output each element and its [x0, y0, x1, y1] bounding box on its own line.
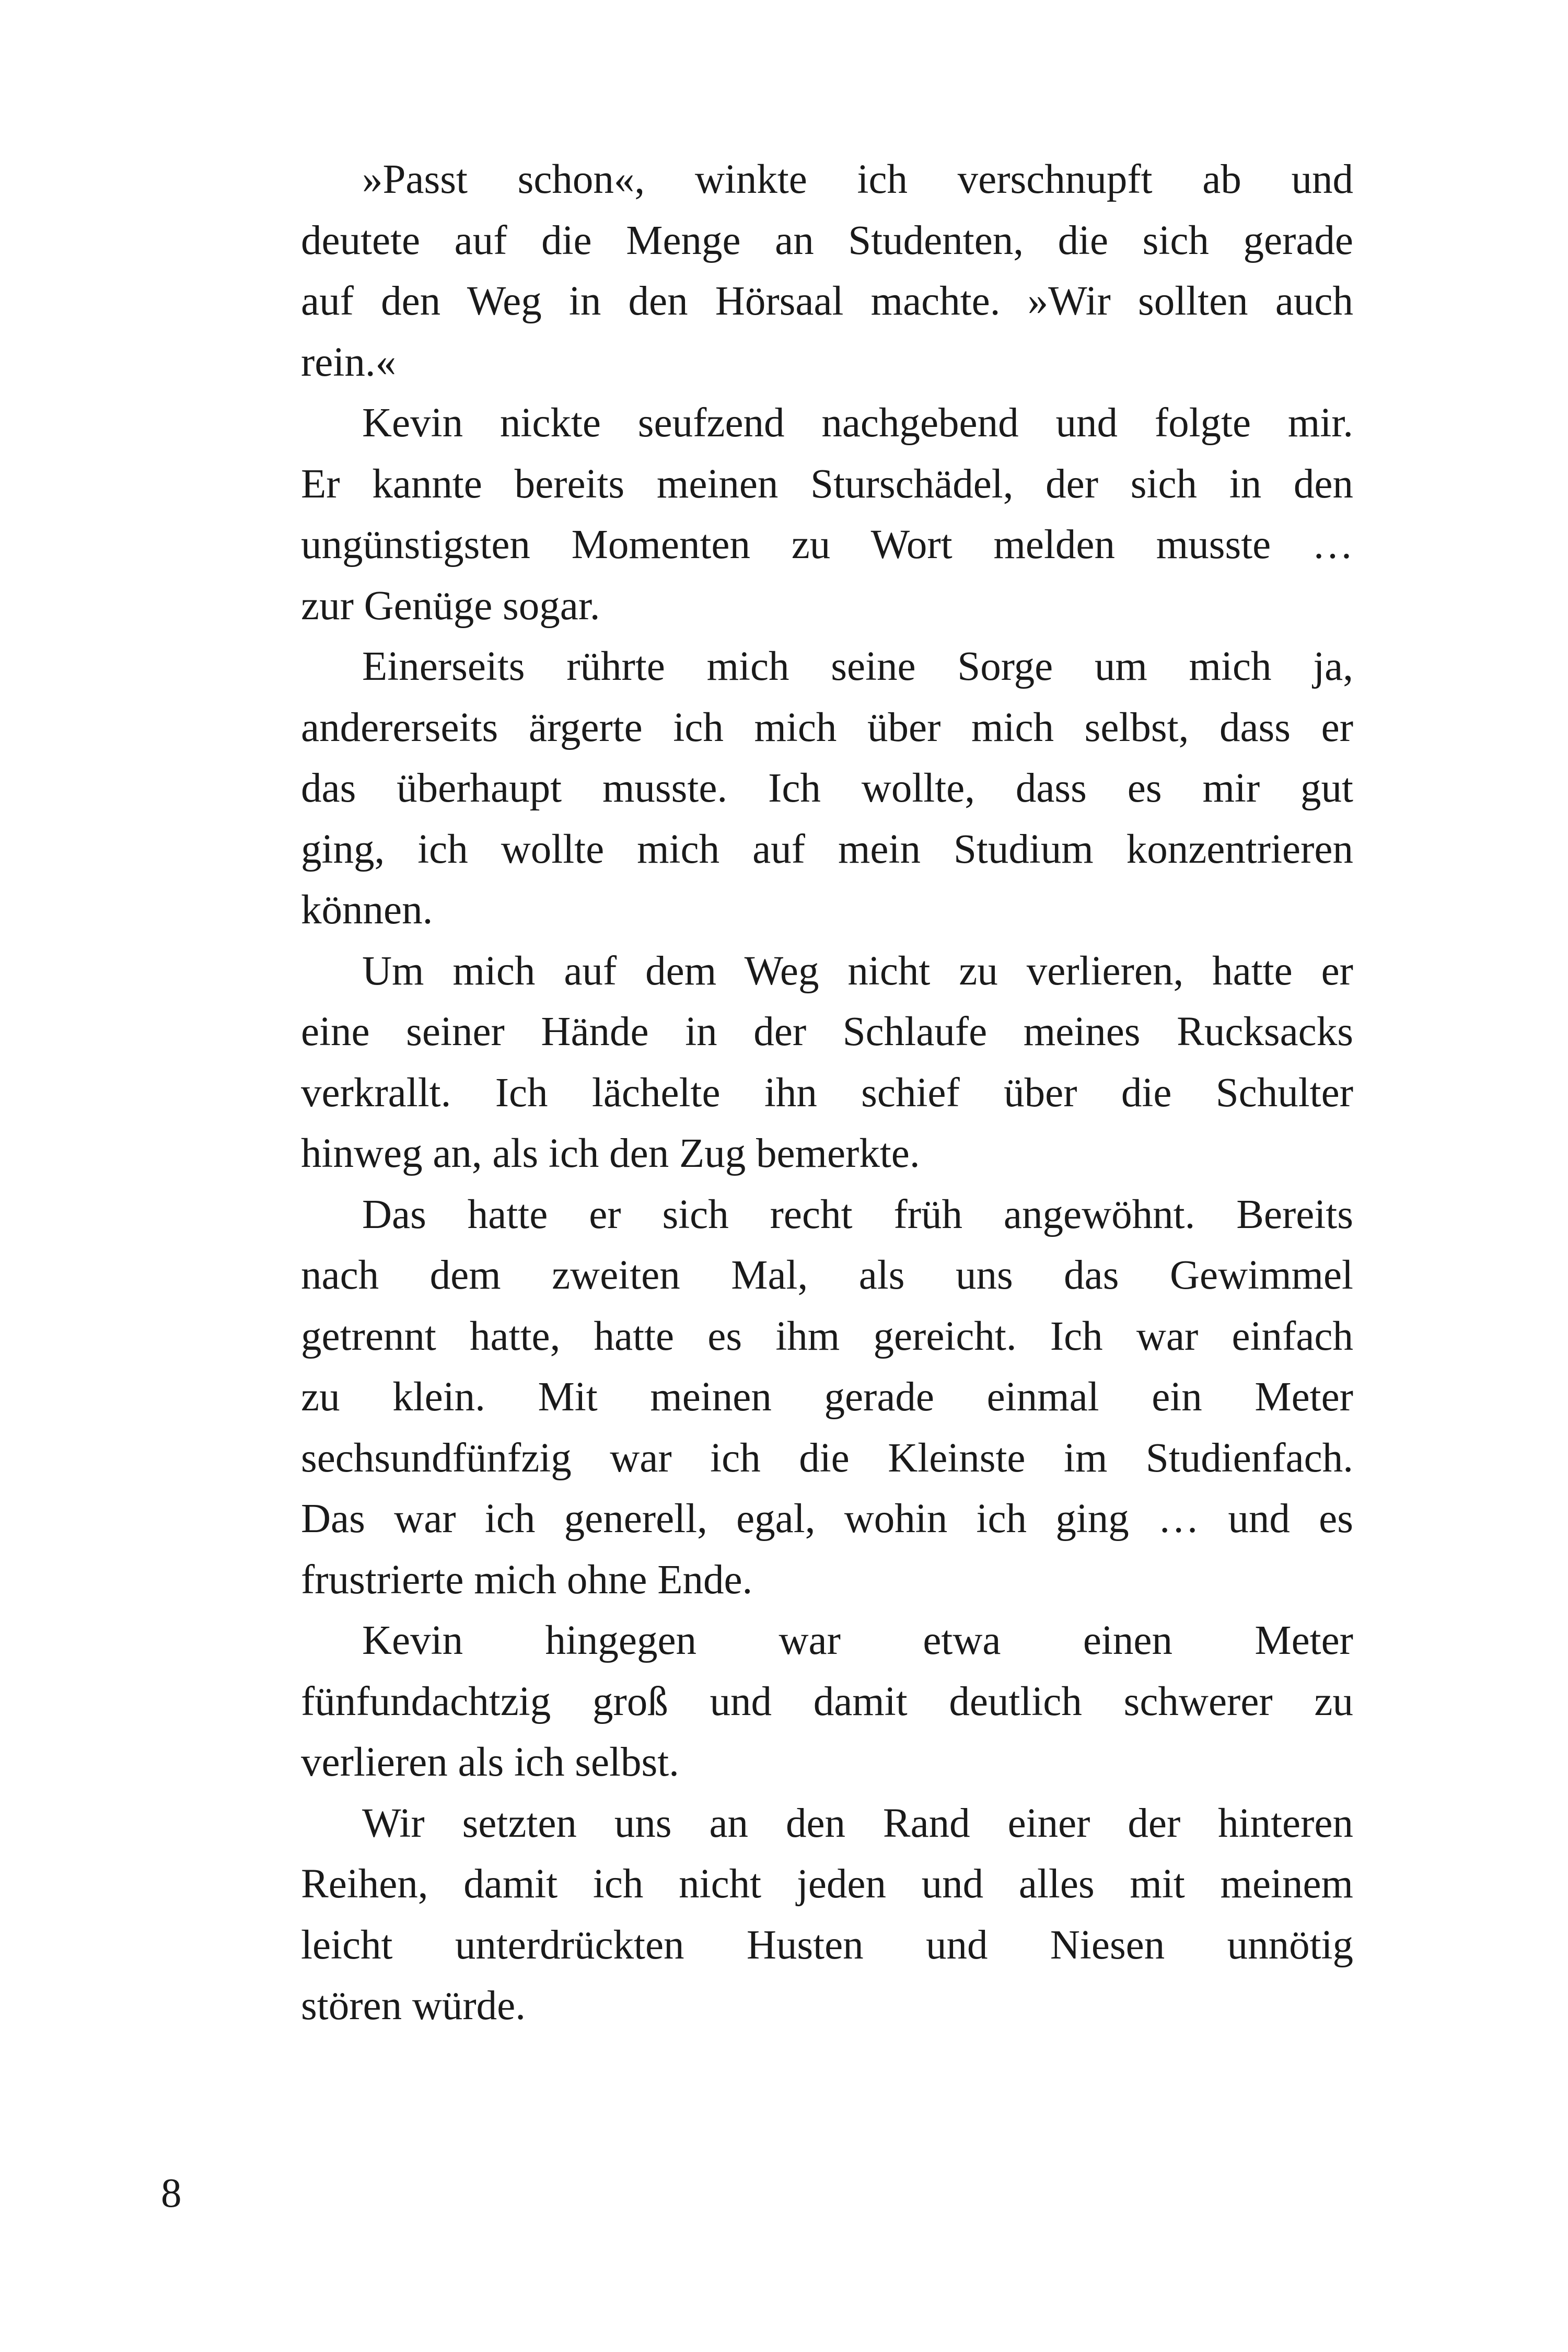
- text-line: deutete auf die Menge an Studenten, die sich gerade: [301, 217, 1353, 263]
- text-line: Kevin nickte seufzend nachgebend und folgte mir.: [362, 400, 1353, 446]
- text-line: leicht unterdrückten Husten und Niesen unnötig: [301, 1922, 1353, 1968]
- text-line: eine seiner Hände in der Schlaufe meines Rucksacks: [301, 1009, 1353, 1055]
- text-line: verkrallt. Ich lächelte ihn schief über die Schulter: [301, 1070, 1353, 1116]
- body-text: [301, 149, 1353, 2037]
- text-line: auf den Weg in den Hörsaal machte. »Wir sollten auch: [301, 279, 1353, 324]
- text-line: Reihen, damit ich nicht jeden und alles mit meinem: [301, 1861, 1353, 1907]
- text-line: getrennt hatte, hatte es ihm gereicht. Ich war einfach: [301, 1313, 1353, 1359]
- text-line: Er kannte bereits meinen Sturschädel, der sich in den: [301, 461, 1353, 507]
- text-line: können.: [301, 887, 433, 933]
- paragraph: [301, 941, 1353, 1185]
- text-line: Um mich auf dem Weg nicht zu verlieren, hatte er: [362, 948, 1353, 994]
- text-line: sechsundfünfzig war ich die Kleinste im Studienfach.: [301, 1435, 1353, 1481]
- paragraph: [301, 1793, 1353, 2037]
- paragraph: [301, 149, 1353, 393]
- text-line: nach dem zweiten Mal, als uns das Gewimmel: [301, 1253, 1353, 1298]
- text-line: verlieren als ich selbst.: [301, 1740, 679, 1785]
- text-line: rein.«: [301, 339, 397, 385]
- text-line: fünfundachtzig groß und damit deutlich schwerer zu: [301, 1678, 1353, 1724]
- text-line: zur Genüge sogar.: [301, 583, 600, 629]
- paragraph: [301, 393, 1353, 636]
- text-line: Einerseits rührte mich seine Sorge um mich ja,: [362, 644, 1353, 689]
- text-line: das überhaupt musste. Ich wollte, dass es mir gut: [301, 766, 1353, 811]
- paragraph: [301, 1611, 1353, 1793]
- text-line: zu klein. Mit meinen gerade einmal ein Meter: [301, 1374, 1353, 1420]
- text-line: Kevin hingegen war etwa einen Meter: [362, 1618, 1353, 1663]
- paragraph: [301, 636, 1353, 941]
- paragraph: [301, 1185, 1353, 1611]
- text-line: Wir setzten uns an den Rand einer der hinteren: [362, 1800, 1353, 1846]
- text-line: stören würde.: [301, 1983, 526, 2029]
- text-line: Das hatte er sich recht früh angewöhnt. Bereits: [362, 1191, 1353, 1237]
- text-line: Das war ich generell, egal, wohin ich ging … und es: [301, 1496, 1353, 1542]
- text-line: »Passt schon«, winkte ich verschnupft ab und: [362, 157, 1353, 202]
- text-line: frustrierte mich ohne Ende.: [301, 1557, 753, 1603]
- text-line: hinweg an, als ich den Zug bemerkte.: [301, 1131, 920, 1176]
- page-number: 8: [161, 2171, 182, 2216]
- text-line: ging, ich wollte mich auf mein Studium konzentrieren: [301, 826, 1353, 872]
- text-line: andererseits ärgerte ich mich über mich selbst, dass er: [301, 704, 1353, 750]
- text-line: ungünstigsten Momenten zu Wort melden musste …: [301, 522, 1353, 567]
